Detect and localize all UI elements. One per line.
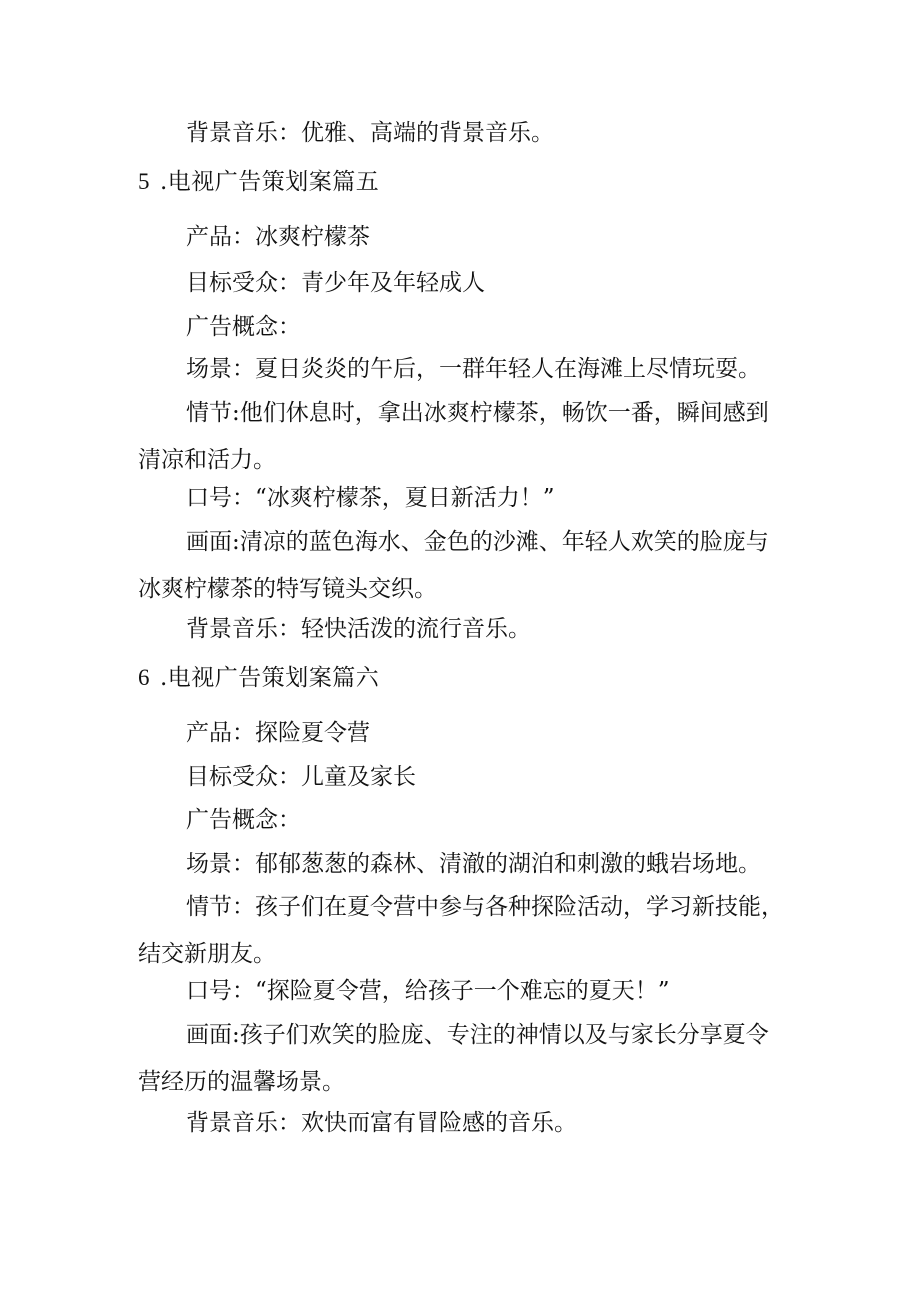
background-music-line: 背景音乐：优雅、高端的背景音乐。	[186, 120, 554, 146]
concept-line: 广告概念：	[186, 807, 301, 833]
scene-line: 场景：夏日炎炎的午后，一群年轻人在海滩上尽情玩耍。	[186, 356, 761, 382]
section-number: 6	[138, 665, 150, 690]
plot-paragraph: 情节：孩子们在夏令营中参与各种探险活动，学习新技能，结交新朋友。	[138, 894, 784, 967]
audience-line: 目标受众：青少年及年轻成人	[186, 270, 485, 296]
section-heading-5	[138, 158, 379, 206]
product-line: 产品：冰爽柠檬茶	[186, 224, 370, 250]
section-number: 5	[138, 169, 150, 194]
section-title: .电视广告策划案篇五	[160, 169, 380, 195]
audience-line: 目标受众：儿童及家长	[186, 764, 416, 790]
section-heading-6	[138, 654, 379, 702]
plot-paragraph: 情节:他们休息时，拿出冰爽柠檬茶，畅饮一番，瞬间感到清凉和活力。	[138, 400, 769, 473]
background-music-line: 背景音乐：轻快活泼的流行音乐。	[186, 616, 531, 642]
visual-paragraph: 画面:孩子们欢笑的脸庞、专注的神情以及与家长分享夏令营经历的温馨场景。	[138, 1022, 769, 1095]
concept-line: 广告概念：	[186, 314, 301, 340]
product-line: 产品：探险夏令营	[186, 720, 370, 746]
slogan-line: 口号：“冰爽柠檬茶，夏日新活力！”	[186, 485, 555, 511]
background-music-line: 背景音乐：欢快而富有冒险感的音乐。	[186, 1110, 577, 1136]
visual-paragraph: 画面:清凉的蓝色海水、金色的沙滩、年轻人欢笑的脸庞与冰爽柠檬茶的特写镜头交织。	[138, 529, 769, 602]
section-title: .电视广告策划案篇六	[160, 665, 380, 691]
scene-line: 场景：郁郁葱葱的森林、清澈的湖泊和刺激的蛾岩场地。	[186, 851, 761, 877]
slogan-line: 口号：“探险夏令营，给孩子一个难忘的夏天！”	[186, 978, 670, 1004]
